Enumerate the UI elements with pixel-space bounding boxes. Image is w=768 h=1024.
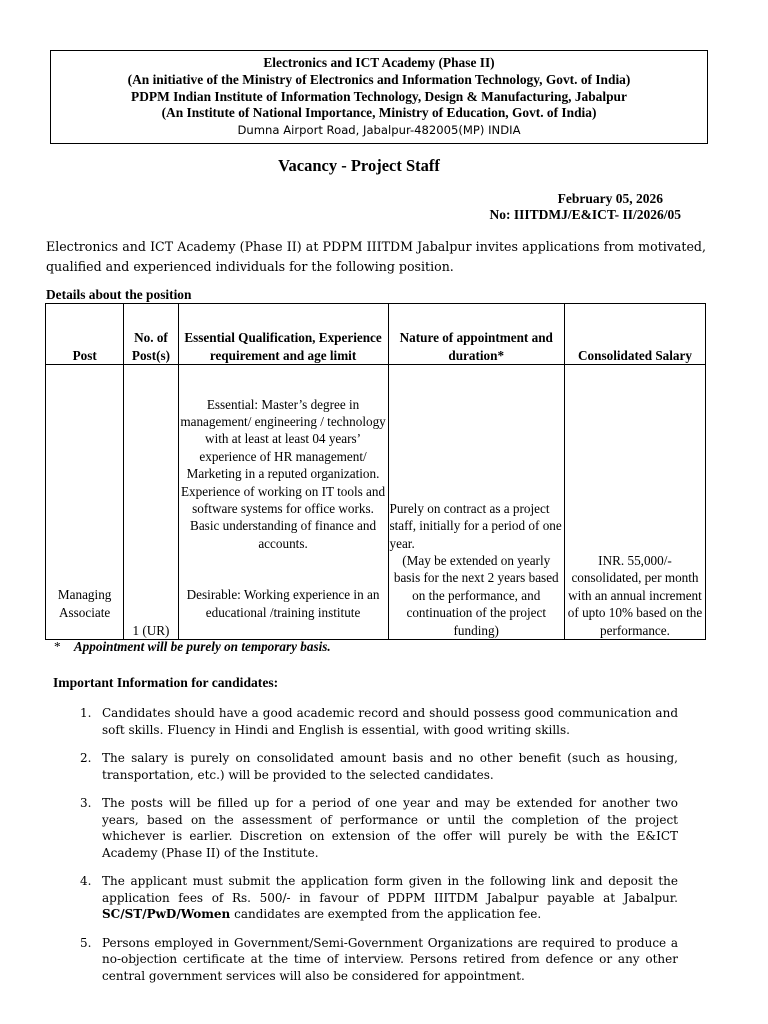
academy-name: Electronics and ICT Academy (Phase II): [263, 55, 495, 70]
list-item: 2. The salary is purely on consolidated amount basis and no other benefit (such as housing, transportation, etc.) will be provided to the selected candidates.: [80, 751, 678, 782]
header-qualification: Essential Qualification, Experience requirement and age limit: [178, 304, 388, 365]
page-title: Vacancy - Project Staff: [278, 156, 440, 175]
reference-number: No: IIITDMJ/E&ICT- II/2026/05: [489, 207, 681, 222]
num-posts-cell: 1 (UR): [124, 365, 178, 640]
post-cell: Managing Associate: [46, 365, 124, 640]
position-table: [45, 303, 706, 640]
table-row: [46, 365, 706, 640]
list-item: 5. Persons employed in Government/Semi-Government Organizations are required to produce a no-objection certificate at the time of interview. Persons retired from defence or any other central government services will also be considered for appointment.: [80, 935, 678, 983]
notice-date: February 05, 2026: [557, 191, 663, 206]
details-heading: Details about the position: [46, 287, 192, 302]
header-post: Post: [46, 304, 124, 365]
nature-contract-text: Purely on contract as a project staff, initially for a period of one year.: [389, 500, 562, 551]
header-nature: Nature of appointment and duration*: [388, 304, 564, 365]
letterhead-box: [50, 50, 708, 144]
institute-status: (An Institute of National Importance, Ministry of Education, Govt. of India): [161, 105, 597, 121]
exempted-categories: SC/ST/PwD/Women: [102, 907, 231, 921]
header-salary: Consolidated Salary: [564, 304, 705, 365]
intro-paragraph: Electronics and ICT Academy (Phase II) at PDPM IIITDM Jabalpur invites applications from motivated, qualified and experienced individuals for the following position.: [46, 239, 706, 274]
salary-cell: INR. 55,000/- consolidated, per month with an annual increment of upto 10% based on the performance.: [564, 365, 705, 640]
table-header-row: [46, 304, 706, 365]
temporary-note: [54, 639, 331, 655]
info-list: [56, 705, 678, 996]
ministry-line: (An initiative of the Ministry of Electronics and Information Technology, Govt. of India): [127, 71, 631, 87]
list-item: 3. The posts will be filled up for a period of one year and may be extended for another two years, based on the assessment of performance or until the completion of the project whichever is earlier. Discretion on extension of the offer will purely be with the E&ICT Academy (Phase II) of the Institute.: [80, 796, 678, 860]
institute-name: PDPM Indian Institute of Information Technology, Design & Manufacturing, Jabalpur: [131, 88, 627, 104]
desirable-qualification: Desirable: Working experience in an educational /training institute: [186, 587, 380, 620]
temporary-note-text: Appointment will be purely on temporary basis.: [73, 639, 331, 654]
asterisk: *: [54, 639, 61, 654]
institute-address: Dumna Airport Road, Jabalpur-482005(MP) INDIA: [237, 123, 521, 138]
qualification-cell: [178, 365, 388, 640]
list-item: 4. The applicant must submit the application form given in the following link and deposit the application fees of Rs. 500/- in favour of PDPM IIITDM Jabalpur payable at Jabalpur. SC/ST/PwD/Women candidates are exempted from the application fee.: [80, 874, 678, 921]
important-info-heading: Important Information for candidates:: [53, 675, 279, 690]
list-item: 1. Candidates should have a good academic record and should possess good communication and soft skills. Fluency in Hindi and English is essential, with good writing skills.: [80, 706, 678, 737]
essential-qualification: Essential: Master’s degree in management/ engineering / technology with at least at least 04 years’ experience of HR management/ Marketing in a reputed organization. Experience of working on IT tools and software systems for office works. Basic understanding of finance and accounts.: [180, 396, 386, 551]
nature-extension-text: (May be extended on yearly basis for the next 2 years based on the performance, and continuation of the project funding): [393, 552, 559, 638]
header-num-posts: No. of Post(s): [124, 304, 178, 365]
nature-cell: [388, 365, 564, 640]
